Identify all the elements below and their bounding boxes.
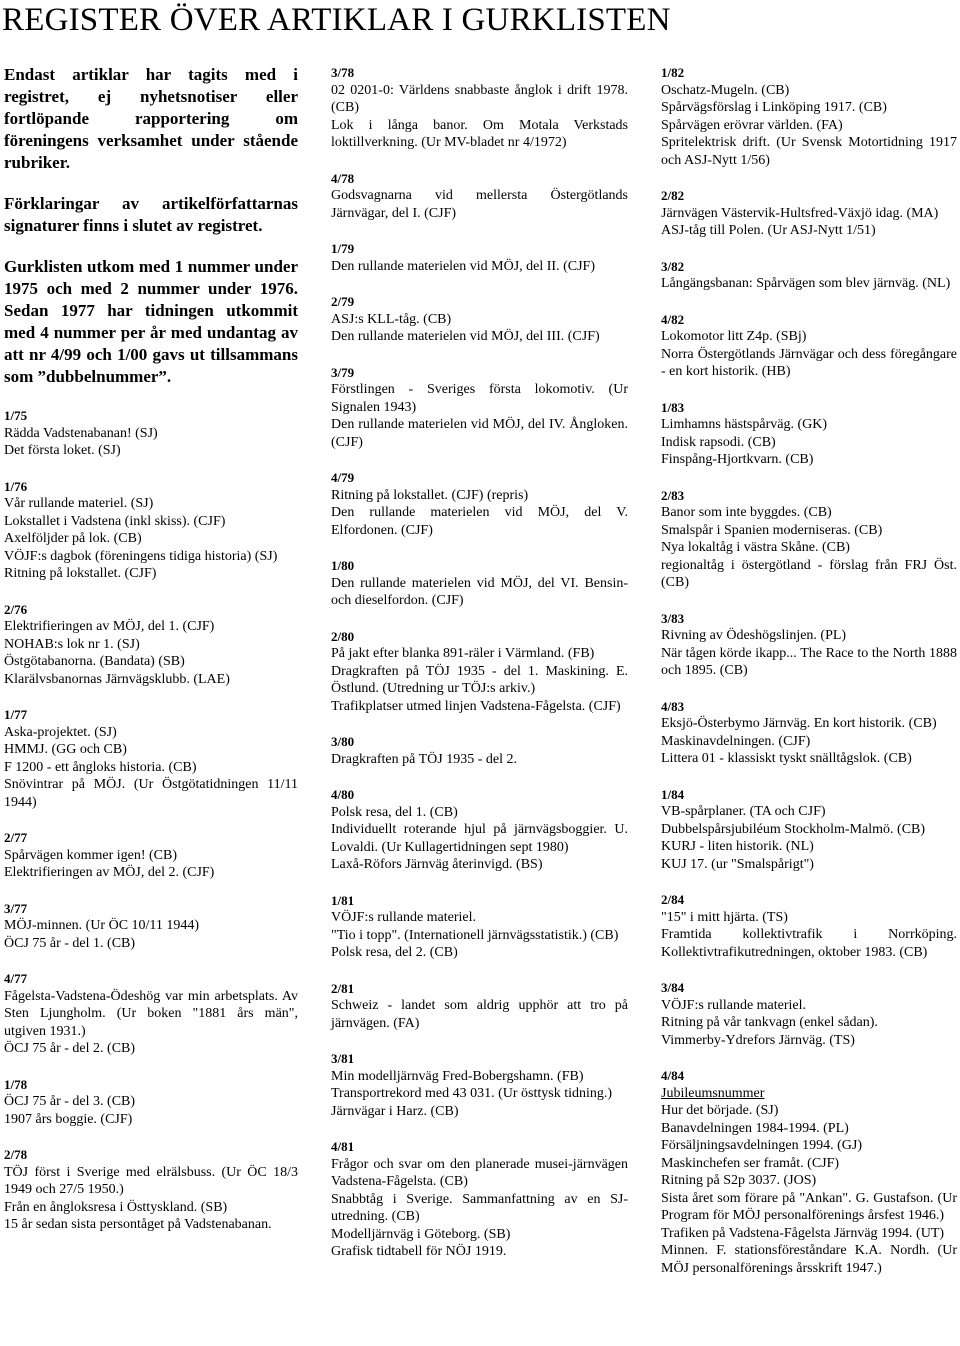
article-entry: ÖCJ 75 år - del 1. (CB) <box>4 935 136 951</box>
issue-section <box>661 258 957 293</box>
article-entry: Förstlingen - Sveriges första lokomotiv. (Ur Signalen 1943) <box>331 382 628 415</box>
article-entry: Den rullande materielen vid MÖJ, del VI. Bensin- och dieselfordon. (CJF) <box>331 575 628 608</box>
issue-heading: 4/78 <box>331 170 355 186</box>
article-entry: Individuellt roterande hjul på järnvägsboggier. U. Lovaldi. (Ur Kullagertidningen sept 1980) <box>331 822 628 855</box>
issue-section <box>4 706 298 811</box>
intro-paragraph: Gurklisten utkom med 1 nummer under 1975 och med 2 nummer under 1976. Sedan 1977 har tidningen utkommit med 4 nummer per år med undantag av att nr 4/99 och 1/00 gavs ut tillsammans som ”dubbelnummer”. <box>4 257 298 386</box>
article-entry: Fågelsta-Vadstena-Ödeshög var min arbetsplats. Av Sten Ljungholm. (Ur boken "1881 års män", utgiven 1931.) <box>4 988 298 1039</box>
issue-heading: 2/84 <box>661 892 685 907</box>
article-entry: Limhamns hästspårväg. (GK) <box>661 417 828 432</box>
issue-section <box>661 1067 957 1277</box>
article-entry: Järnvägen Västervik-Hultsfred-Växjö idag. (MA) <box>661 205 939 221</box>
article-entry: Den rullande materielen vid MÖJ, del III. (CJF) <box>331 329 600 344</box>
issue-heading: 2/77 <box>4 830 28 845</box>
article-entry: Spritelektrisk drift. (Ur Svensk Motortidning 1917 och ASJ-Nytt 1/56) <box>661 135 957 168</box>
article-entry: Östgötabanorna. (Bandata) (SB) <box>4 654 185 669</box>
intro <box>4 64 298 388</box>
article-entry: Frågor och svar om den planerade musei-järnvägen Vadstena-Fågelsta. (CB) <box>331 1156 628 1189</box>
column-3 <box>661 64 957 1295</box>
article-entry: Banor som inte byggdes. (CB) <box>661 505 832 520</box>
article-entry: Den rullande materielen vid MÖJ, del II. (CJF) <box>331 258 595 274</box>
column-2 <box>331 64 628 1279</box>
article-entry: Sista året som förare på "Ankan". G. Gustafson. (Ur Program för MÖJ personalförenings årsfest 1946.) <box>661 1190 957 1223</box>
issue-section <box>331 469 628 539</box>
article-entry: Transportrekord med 43 031. (Ur östtysk tidning.) <box>331 1086 613 1101</box>
issue-section <box>661 187 957 240</box>
article-entry: Minnen. F. stationsföreståndare K.A. Nordh. (Ur MÖJ personalförenings årsskrift 1947.) <box>661 1243 957 1276</box>
column-2-sections <box>331 64 628 1261</box>
issue-section <box>331 1138 628 1261</box>
article-entry: ASJ:s KLL-tåg. (CB) <box>331 311 452 327</box>
issue-heading: 4/79 <box>331 470 355 485</box>
issue-section <box>331 980 628 1033</box>
issue-section <box>661 64 957 169</box>
article-entry: Den rullande materielen vid MÖJ, del IV. Ångloken. (CJF) <box>331 417 628 450</box>
article-entry: Polsk resa, del 2. (CB) <box>331 945 458 960</box>
article-entry: Norra Östergötlands Järnvägar och dess föregångare - en kort historik. (HB) <box>661 346 957 379</box>
article-entry: NOHAB:s lok nr 1. (SJ) <box>4 636 140 652</box>
issue-heading: 3/83 <box>661 610 685 626</box>
issue-section <box>331 557 628 610</box>
article-entry: Spårvägen kommer igen! (CB) <box>4 847 178 863</box>
issue-section <box>4 1076 298 1129</box>
issue-section <box>331 293 628 346</box>
article-entry: Axelföljder på lok. (CB) <box>4 531 142 546</box>
issue-section <box>4 1146 298 1234</box>
article-entry: Dragkraften på TÖJ 1935 - del 2. <box>331 751 517 767</box>
issue-heading: 1/78 <box>4 1076 28 1092</box>
article-entry: Elektrifieringen av MÖJ, del 2. (CJF) <box>4 865 215 880</box>
article-entry: KUJ 17. (ur "Smalspårigt") <box>661 856 814 872</box>
article-entry: 1907 års boggie. (CJF) <box>4 1111 133 1127</box>
issue-section <box>331 733 628 768</box>
article-entry: Dubbelspårsjubiléum Stockholm-Malmö. (CB) <box>661 821 926 837</box>
issue-heading: 3/78 <box>331 65 355 80</box>
issue-section <box>4 478 298 583</box>
article-entry: Lokstallet i Vadstena (inkl skiss). (CJF) <box>4 513 226 529</box>
article-entry: Trafikplatser utmed linjen Vadstena-Fågelsta. (CJF) <box>331 698 621 714</box>
article-entry: Framtida kollektivtrafik i Norrköping. Kollektivtrafikutredningen, oktober 1983. (CB) <box>661 927 957 960</box>
article-entry: Järnvägar i Harz. (CB) <box>331 1103 459 1119</box>
article-entry: Ritning på lokstallet. (CJF) <box>4 566 157 581</box>
article-entry: 02 0201-0: Världens snabbaste ånglok i drift 1978. (CB) <box>331 82 628 115</box>
article-entry: VB-spårplaner. (TA och CJF) <box>661 804 826 819</box>
issue-heading: 3/80 <box>331 734 355 749</box>
article-entry: Rädda Vadstenabanan! (SJ) <box>4 425 158 441</box>
issue-heading: 2/76 <box>4 601 28 617</box>
issue-heading: 4/83 <box>661 698 685 714</box>
article-entry: KURJ - liten historik. (NL) <box>661 839 814 854</box>
column-1 <box>4 64 298 1252</box>
article-entry: Lok i långa banor. Om Motala Verkstads loktillverkning. (Ur MV-bladet nr 4/1972) <box>331 117 628 150</box>
article-entry: ÖCJ 75 år - del 2. (CB) <box>4 1041 136 1056</box>
issue-section <box>4 601 298 689</box>
article-entry: Lokomotor litt Z4p. (SBj) <box>661 329 807 344</box>
article-entry: ASJ-tåg till Polen. (Ur ASJ-Nytt 1/51) <box>661 223 876 238</box>
issue-section <box>331 64 628 152</box>
article-entry: Det första loket. (SJ) <box>4 443 121 458</box>
issue-heading: 1/80 <box>331 558 355 573</box>
article-entry: Trafiken på Vadstena-Fågelsta Järnväg 1994. (UT) <box>661 1225 945 1241</box>
issue-section <box>661 487 957 592</box>
issue-section <box>331 786 628 874</box>
issue-section <box>331 240 628 275</box>
issue-heading: 4/81 <box>331 1139 355 1154</box>
article-entry: Banavdelningen 1984-1994. (PL) <box>661 1120 849 1136</box>
issue-heading: 1/75 <box>4 408 28 423</box>
issue-heading: 1/84 <box>661 786 685 802</box>
issue-heading: 2/80 <box>331 628 355 644</box>
issue-heading: 1/79 <box>331 241 355 256</box>
article-entry: Från en ångloksresa i Östtyskland. (SB) <box>4 1199 228 1215</box>
article-entry: regionaltåg i östergötland - förslag från FRJ Öst. (CB) <box>661 557 957 590</box>
article-entry: Snabbtåg i Sverige. Sammanfattning av en SJ-utredning. (CB) <box>331 1191 628 1224</box>
column-1-sections <box>4 407 298 1234</box>
article-entry: HMMJ. (GG och CB) <box>4 742 127 757</box>
issue-section <box>661 891 957 961</box>
article-entry: Polsk resa, del 1. (CB) <box>331 804 458 820</box>
issue-heading: 3/77 <box>4 900 28 916</box>
article-entry: F 1200 - ett ångloks historia. (CB) <box>4 759 197 775</box>
article-entry: Spårvägen erövrar världen. (FA) <box>661 117 843 133</box>
issue-heading: 3/79 <box>331 364 355 380</box>
column-3-sections <box>661 64 957 1277</box>
issue-section <box>331 170 628 223</box>
article-entry: Snövintrar på MÖJ. (Ur Östgötatidningen 11/11 1944) <box>4 777 298 810</box>
article-entry: Ritning på S2p 3037. (JOS) <box>661 1173 817 1188</box>
issue-heading: 2/78 <box>4 1147 28 1162</box>
issue-section <box>331 892 628 962</box>
intro-paragraph: Förklaringar av artikelförfattarnas signaturer finns i slutet av registret. <box>4 194 298 235</box>
article-entry: Långängsbanan: Spårvägen som blev järnväg. (NL) <box>661 276 951 291</box>
article-entry: VÖJF:s rullande materiel. <box>661 997 807 1013</box>
article-entry: Ritning på vår tankvagn (enkel sådan). <box>661 1015 878 1030</box>
issue-section <box>661 399 957 469</box>
article-entry: Maskinchefen ser framåt. (CJF) <box>661 1155 840 1171</box>
article-entry: Elektrifieringen av MÖJ, del 1. (CJF) <box>4 619 215 634</box>
article-entry: Grafisk tidtabell för NÖJ 1919. <box>331 1244 507 1259</box>
article-entry: Laxå-Röfors Järnväg återinvigd. (BS) <box>331 857 543 872</box>
issue-section <box>661 979 957 1049</box>
article-entry: Smalspår i Spanien moderniseras. (CB) <box>661 522 883 538</box>
issue-section <box>661 698 957 768</box>
issue-heading: 2/79 <box>331 294 355 309</box>
article-entry: VÖJF:s dagbok (föreningens tidiga historia) (SJ) <box>4 548 278 564</box>
issue-heading: 1/83 <box>661 399 685 415</box>
article-entry: Jubileumsnummer <box>661 1085 765 1101</box>
issue-heading: 4/80 <box>331 787 355 802</box>
article-entry: Vimmerby-Ydrefors Järnväg. (TS) <box>661 1032 855 1048</box>
article-entry: Försäljningsavdelningen 1994. (GJ) <box>661 1138 863 1153</box>
issue-heading: 4/82 <box>661 311 685 327</box>
article-entry: Eksjö-Österbymo Järnväg. En kort historik. (CB) <box>661 716 937 731</box>
issue-heading: 2/82 <box>661 188 685 203</box>
issue-section <box>4 970 298 1058</box>
article-entry: TÖJ först i Sverige med elrälsbuss. (Ur ÖC 18/3 1949 och 27/5 1950.) <box>4 1164 298 1197</box>
intro-paragraph: Endast artiklar har tagits med i registret, ej nyhetsnotiser eller fortlöpande rapportering om föreningens verksamhet under stående rubriker. <box>4 65 298 172</box>
article-entry: Nya lokaltåg i västra Skåne. (CB) <box>661 540 850 555</box>
article-entry: Vår rullande materiel. (SJ) <box>4 496 154 511</box>
article-entry: På jakt efter blanka 891-räler i Värmland. (FB) <box>331 646 595 661</box>
article-entry: ÖCJ 75 år - del 3. (CB) <box>4 1094 136 1109</box>
issue-section <box>661 610 957 680</box>
article-entry: Den rullande materielen vid MÖJ, del V. Elfordonen. (CJF) <box>331 505 628 538</box>
article-entry: "15" i mitt hjärta. (TS) <box>661 909 788 925</box>
article-entry: 15 år sedan sista persontåget på Vadstenabanan. <box>4 1217 272 1232</box>
issue-heading: 4/84 <box>661 1068 685 1083</box>
article-entry: Min modelljärnväg Fred-Bobergshamn. (FB) <box>331 1068 584 1084</box>
issue-heading: 3/81 <box>331 1051 355 1066</box>
page-title: REGISTER ÖVER ARTIKLAR I GURKLISTEN <box>2 2 671 38</box>
issue-heading: 3/84 <box>661 980 685 995</box>
issue-section <box>661 311 957 381</box>
article-entry: Aska-projektet. (SJ) <box>4 724 117 740</box>
article-entry: När tågen körde ikapp... The Race to the North 1888 och 1895. (CB) <box>661 645 957 678</box>
issue-section <box>4 900 298 953</box>
article-entry: Hur det började. (SJ) <box>661 1103 779 1118</box>
article-entry: Ritning på lokstallet. (CJF) (repris) <box>331 487 529 503</box>
issue-heading: 1/82 <box>661 65 685 80</box>
issue-heading: 1/81 <box>331 892 355 908</box>
article-entry: VÖJF:s rullande materiel. <box>331 910 477 925</box>
article-entry: Modelljärnväg i Göteborg. (SB) <box>331 1226 511 1242</box>
article-entry: Schweiz - landet som aldrig upphör att tro på järnvägen. (FA) <box>331 998 628 1031</box>
issue-heading: 2/81 <box>331 980 355 996</box>
article-entry: Rivning av Ödeshögslinjen. (PL) <box>661 628 847 643</box>
issue-heading: 3/82 <box>661 258 685 274</box>
article-entry: Finspång-Hjortkvarn. (CB) <box>661 452 814 467</box>
issue-section <box>4 829 298 882</box>
issue-section <box>331 1050 628 1120</box>
issue-section <box>4 407 298 460</box>
article-entry: Indisk rapsodi. (CB) <box>661 434 776 450</box>
article-entry: Maskinavdelningen. (CJF) <box>661 733 811 749</box>
issue-heading: 2/83 <box>661 487 685 503</box>
issue-heading: 4/77 <box>4 971 28 986</box>
issue-heading: 1/76 <box>4 478 28 494</box>
article-entry: "Tio i topp". (Internationell järnvägsstatistik.) (CB) <box>331 927 619 943</box>
article-entry: Littera 01 - klassiskt tyskt snälltågslok. (CB) <box>661 751 912 766</box>
article-entry: MÖJ-minnen. (Ur ÖC 10/11 1944) <box>4 918 200 933</box>
article-entry: Oschatz-Mugeln. (CB) <box>661 82 790 98</box>
issue-heading: 1/77 <box>4 707 28 722</box>
article-entry: Godsvagnarna vid mellersta Östergötlands Järnvägar, del I. (CJF) <box>331 188 628 221</box>
issue-section <box>661 786 957 874</box>
article-entry: Dragkraften på TÖJ 1935 - del 1. Maskining. E. Östlund. (Utredning ur TÖJ:s arkiv.) <box>331 663 628 696</box>
issue-section <box>331 628 628 716</box>
issue-section <box>331 364 628 452</box>
article-entry: Klarälvsbanornas Järnvägsklubb. (LAE) <box>4 671 230 687</box>
article-entry: Spårvägsförslag i Linköping 1917. (CB) <box>661 100 887 115</box>
